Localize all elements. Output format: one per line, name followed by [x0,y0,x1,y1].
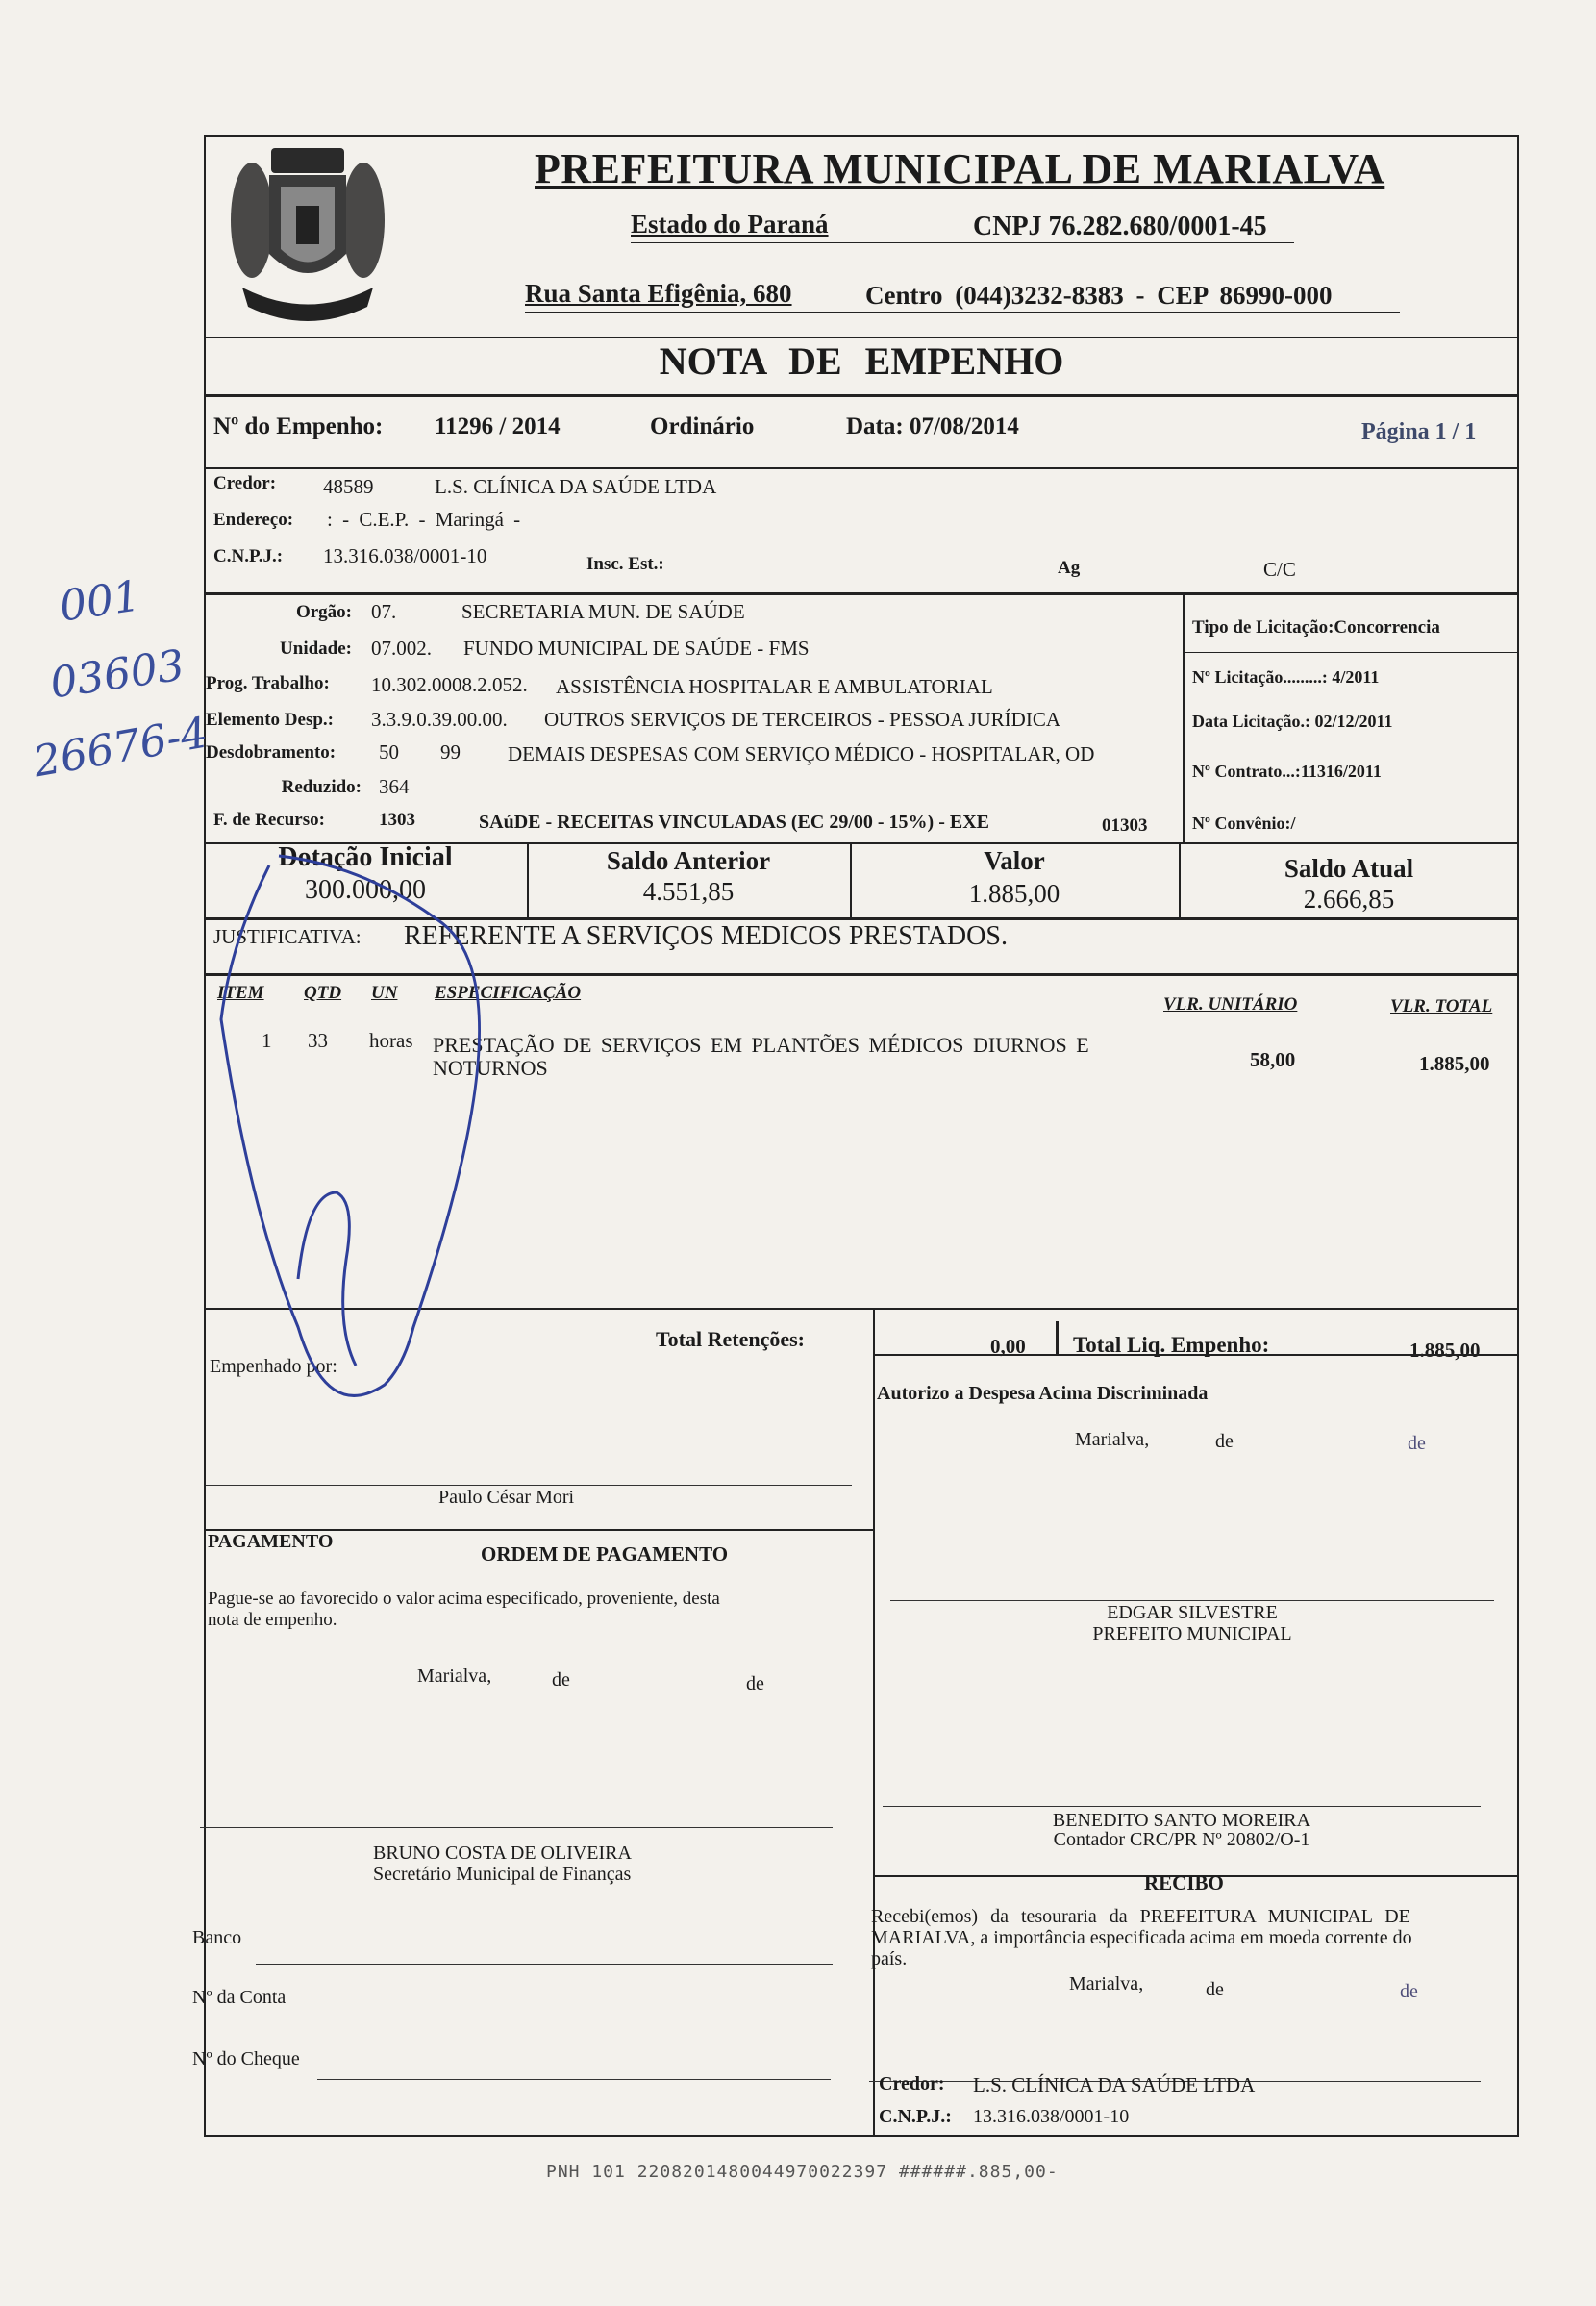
desd-name: DEMAIS DESPESAS COM SERVIÇO MÉDICO - HOSPITALAR, OD [508,742,1095,765]
orgao-code: 07. [371,600,397,623]
liq-value: 1.885,00 [1409,1339,1481,1362]
conta-label: Nº da Conta [192,1987,287,2008]
recibo-cnpj: 13.316.038/0001-10 [973,2106,1130,2127]
header-state: Estado do Paraná [631,210,829,238]
recibo-text2: MARIALVA, a importância especificada acima em moeda corrente do [871,1927,1412,1948]
autorizo-de2: de [1408,1433,1426,1454]
ordem-label: ORDEM DE PAGAMENTO [481,1542,729,1566]
recibo-de1: de [1206,1979,1224,2000]
fonte-code: 1303 [379,810,415,830]
desd-label: Desdobramento: [206,742,337,763]
item-un: horas [369,1029,413,1052]
col-espec: ESPECIFICAÇÃO [435,983,582,1003]
empenho-number: 11296 / 2014 [435,414,561,439]
empenho-date: Data: 07/08/2014 [846,414,1019,439]
col-un: UN [371,983,398,1003]
header-address: Centro (044)3232-8383 - CEP 86990-000 [865,281,1333,310]
contador-signature-line [883,1806,1481,1807]
dotacao-value: 300.000,00 [305,875,426,905]
empenho-type: Ordinário [650,414,755,439]
credor-name: L.S. CLÍNICA DA SAÚDE LTDA [435,475,717,498]
recibo-text1: Recebi(emos) da tesouraria da PREFEITURA MUNICIPAL DE [871,1906,1410,1927]
data-licitacao: Data Licitação.: 02/12/2011 [1192,712,1393,731]
autorizo-place: Marialva, [1075,1429,1150,1450]
unidade-name: FUNDO MUNICIPAL DE SAÚDE - FMS [463,637,810,660]
header-state-underline [631,242,1294,243]
item-qtd: 33 [308,1029,328,1052]
pagamento-de1: de [552,1669,570,1691]
cc-label: C/C [1263,558,1296,581]
address-label: Endereço: [213,510,294,530]
barcode-text: PNH 101 2208201480044970022397 ######.885,00- [546,2162,1059,2182]
retencoes-value: 0,00 [990,1335,1026,1358]
recibo-place: Marialva, [1069,1973,1144,1994]
recibo-cnpj-label: C.N.P.J.: [879,2106,952,2127]
prog-name: ASSISTÊNCIA HOSPITALAR E AMBULATORIAL [556,675,993,698]
credor-code: 48589 [323,475,374,498]
col-vlr-total: VLR. TOTAL [1390,996,1493,1016]
autorizo-de1: de [1215,1431,1234,1452]
elem-code: 3.3.9.0.39.00.00. [371,708,508,731]
banco-line [256,1964,833,1965]
liq-label: Total Liq. Empenho: [1073,1333,1270,1357]
recibo-credor-label: Credor: [879,2073,945,2094]
fonte-name: SAúDE - RECEITAS VINCULADAS (EC 29/00 - 15%) - EXE [479,812,989,833]
fonte-label: F. de Recurso: [213,810,325,830]
item-vlr-unit: 58,00 [1250,1048,1296,1071]
recibo-title: RECIBO [1144,1871,1224,1894]
pagamento-text1: Pague-se ao favorecido o valor acima especificado, proveniente, desta [208,1589,720,1609]
fonte-num: 01303 [1102,815,1148,836]
cnpj-label: C.N.P.J.: [213,546,284,566]
empenho-divider [204,467,1519,469]
recibo-de2: de [1400,1981,1418,2002]
contador-title: Contador CRC/PR Nº 20802/O-1 [1053,1829,1310,1850]
cheque-line [317,2079,831,2080]
handwritten-note-2: 03603 [47,640,187,709]
doc-title: NOTA DE EMPENHO [659,339,1064,383]
prog-label: Prog. Trabalho: [206,673,330,693]
totals-split-1 [873,1308,875,1354]
insc-label: Insc. Est.: [586,554,664,574]
elem-label: Elemento Desp.: [206,710,334,730]
valor-label: Valor [984,846,1045,875]
saldo-atual-value: 2.666,85 [1303,885,1395,914]
valor-value: 1.885,00 [968,879,1060,908]
handwritten-note-3: 26676-4 [29,708,212,788]
header-address-underline [525,312,1400,313]
doc-title-divider [204,394,1519,397]
header-cnpj: CNPJ 76.282.680/0001-45 [973,212,1267,241]
retencoes-label: Total Retenções: [656,1327,805,1351]
empenho-label: Nº do Empenho: [213,414,384,439]
prefeito-title: PREFEITO MUNICIPAL [1092,1623,1292,1644]
item-desc-line1: PRESTAÇÃO DE SERVIÇOS EM PLANTÕES MÉDICOS DIURNOS E [433,1033,1089,1057]
orgao-name: SECRETARIA MUN. DE SAÚDE [461,600,745,623]
credor-label: Credor: [213,473,277,493]
reduzido-label: Reduzido: [281,777,362,797]
item-desc-line2: NOTURNOS [433,1056,548,1080]
totals-divider [873,1354,1519,1356]
ag-label: Ag [1058,558,1081,578]
item-number: 1 [262,1029,272,1052]
cheque-label: Nº do Cheque [192,2048,300,2069]
num-convenio: Nº Convênio:/ [1192,814,1296,833]
header-street: Rua Santa Efigênia, 680 [525,279,792,308]
header-title: PREFEITURA MUNICIPAL DE MARIALVA [535,145,1385,192]
pagamento-text2: nota de empenho. [208,1610,337,1630]
justificativa-label: JUSTIFICATIVA: [213,925,362,948]
address-value: : - C.E.P. - Maringá - [327,508,521,531]
secretario-name: BRUNO COSTA DE OLIVEIRA [373,1842,632,1864]
prefeito-signature-line [890,1600,1494,1601]
autorizo-text: Autorizo a Despesa Acima Discriminada [877,1383,1209,1404]
orgao-label: Orgão: [295,602,352,622]
licit-line-1 [1183,652,1519,653]
tipo-licitacao: Tipo de Licitação:Concorrencia [1192,617,1440,638]
num-licitacao: Nº Licitação.........: 4/2011 [1192,667,1380,687]
num-contrato: Nº Contrato...:11316/2011 [1192,762,1382,781]
pagamento-place: Marialva, [417,1666,492,1687]
recibo-text3: país. [871,1948,908,1969]
reduzido-code: 364 [379,775,410,798]
empenhado-label: Empenhado por: [210,1356,337,1377]
recibo-credor: L.S. CLÍNICA DA SAÚDE LTDA [973,2073,1256,2096]
elem-name: OUTROS SERVIÇOS DE TERCEIROS - PESSOA JURÍDICA [544,708,1061,731]
desd-sub: 99 [440,740,461,764]
col-vlr-unit: VLR. UNITÁRIO [1163,994,1298,1015]
totals-split-2 [1056,1321,1059,1354]
coat-of-arms-icon [213,129,402,329]
banco-label: Banco [192,1927,242,1948]
justificativa-text: REFERENTE A SERVIÇOS MEDICOS PRESTADOS. [404,921,1008,951]
empenho-page: Página 1 / 1 [1361,419,1477,444]
secretario-title: Secretário Municipal de Finanças [373,1864,632,1885]
budget-vsplit [1183,592,1185,844]
unidade-code: 07.002. [371,637,432,660]
handwritten-note-1: 001 [56,571,144,632]
empenhado-name: Paulo César Mori [438,1487,575,1508]
saldo-anterior-value: 4.551,85 [642,877,735,906]
saldo-anterior-label: Saldo Anterior [606,846,771,875]
prog-code: 10.302.0008.2.052. [371,673,528,696]
secretario-signature-line [200,1827,833,1828]
pagamento-de2: de [746,1673,764,1694]
col-qtd: QTD [304,983,342,1003]
credor-divider [204,592,1519,595]
signature-scribble [192,827,673,1500]
contador-name: BENEDITO SANTO MOREIRA [1052,1810,1311,1831]
cnpj-value: 13.316.038/0001-10 [323,544,487,567]
unidade-label: Unidade: [280,639,352,659]
col-item: ITEM [217,983,264,1003]
saldo-atual-label: Saldo Atual [1284,854,1414,883]
desd-code: 50 [379,740,399,764]
item-vlr-total: 1.885,00 [1419,1052,1490,1075]
mid-vsplit [873,1354,875,2137]
pagamento-label: PAGAMENTO [208,1531,334,1552]
dotacao-label: Dotação Inicial [278,842,453,872]
prefeito-name: EDGAR SILVESTRE [1107,1602,1278,1623]
